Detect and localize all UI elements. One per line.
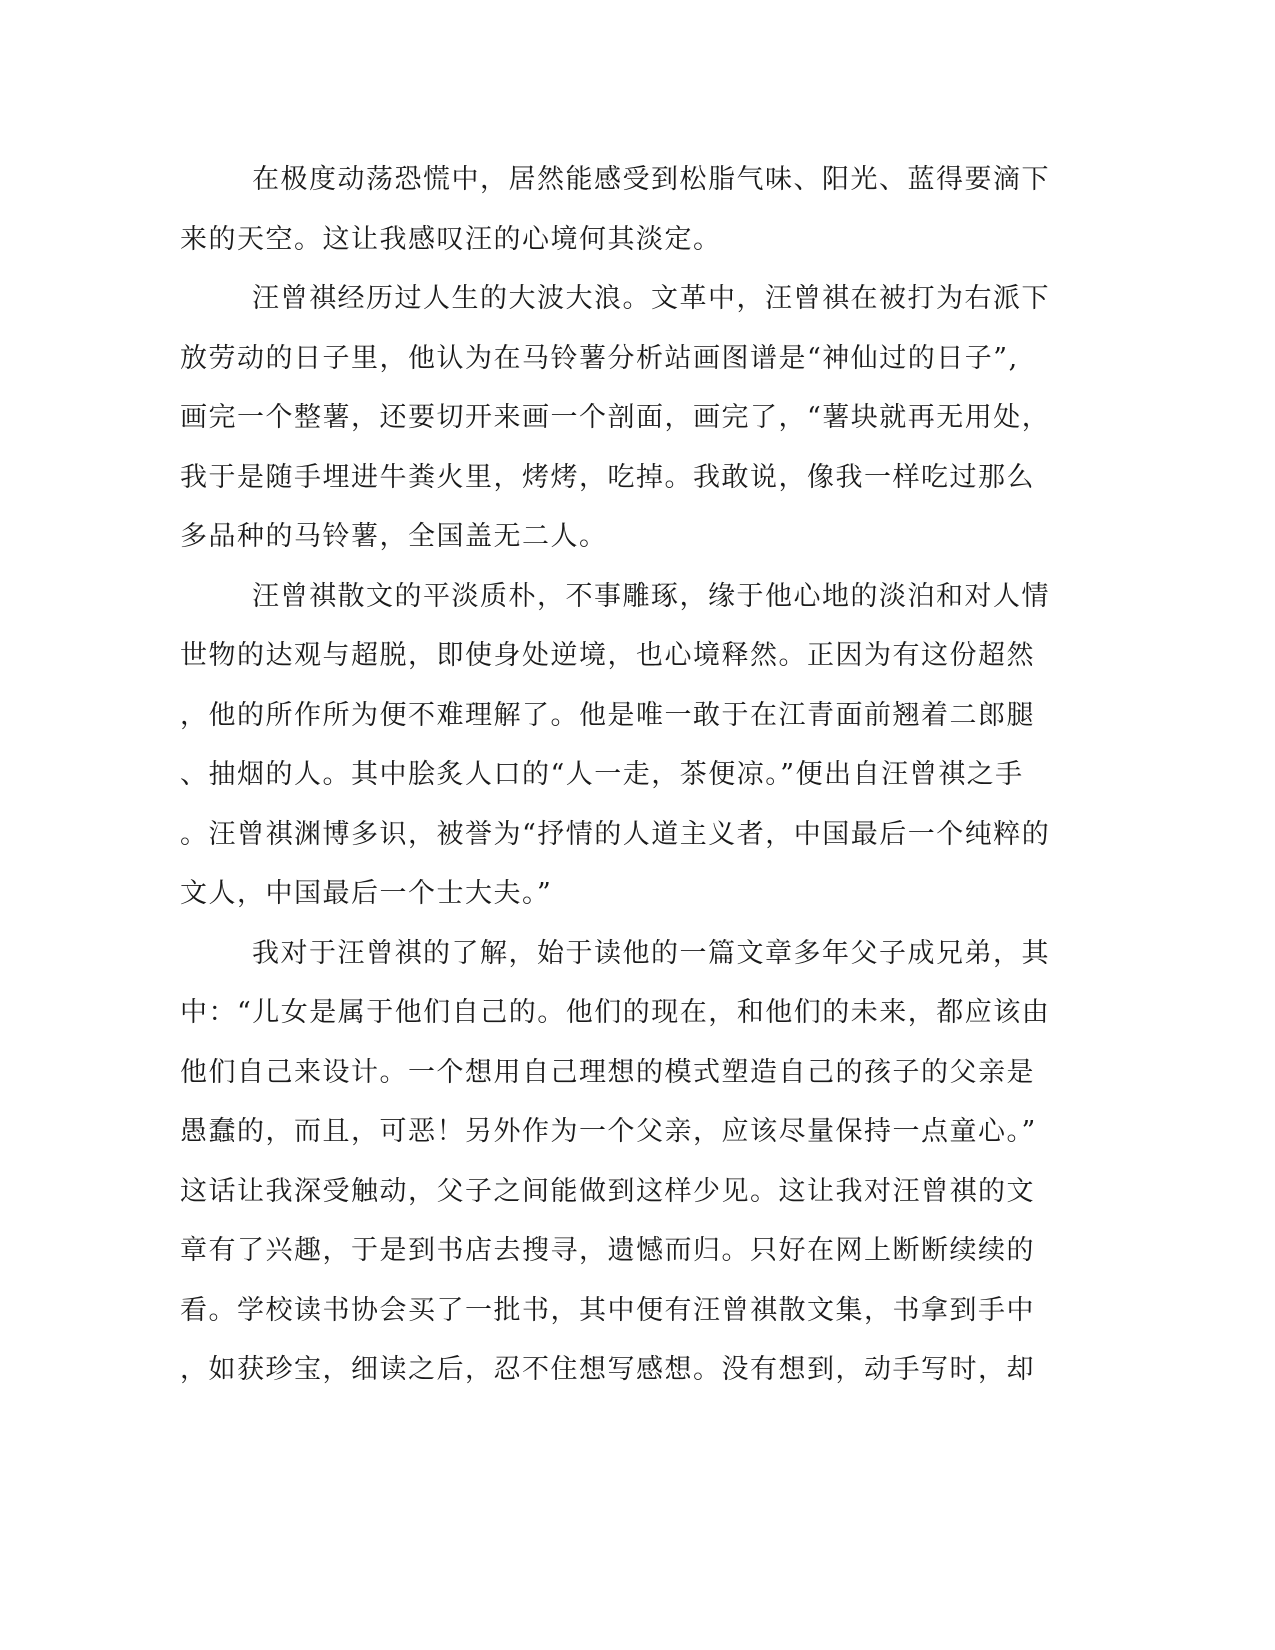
text-line: 汪曾祺经历过人生的大波大浪。文革中，汪曾祺在被打为右派下 — [252, 283, 1050, 314]
text-line: 章有了兴趣，于是到书店去搜寻，遗憾而归。只好在网上断断续续的 — [180, 1235, 1035, 1266]
text-line: ，如获珍宝，细读之后，忍不住想写感想。没有想到，动手写时，却 — [180, 1354, 1035, 1385]
document-body — [180, 150, 1051, 1400]
text-line: 这话让我深受触动，父子之间能做到这样少见。这让我对汪曾祺的文 — [180, 1175, 1035, 1207]
text-line: 、抽烟的人。其中脍炙人口的“人一走，茶便凉。”便出自汪曾祺之手 — [180, 759, 1024, 790]
text-line: 多品种的马铃薯，全国盖无二人。 — [180, 521, 608, 552]
text-line: 汪曾祺散文的平淡质朴，不事雕琢，缘于他心地的淡泊和对人情 — [252, 580, 1050, 612]
text-line: 我对于汪曾祺的了解，始于读他的一篇文章多年父子成兄弟，其 — [252, 937, 1050, 969]
text-line: 来的天空。这让我感叹汪的心境何其淡定。 — [180, 223, 722, 255]
text-line: 世物的达观与超脱，即使身处逆境，也心境释然。正因为有这份超然 — [180, 640, 1035, 671]
text-line: 我于是随手埋进牛粪火里，烤烤，吃掉。我敢说，像我一样吃过那么 — [180, 461, 1035, 493]
text-line: ，他的所作所为便不难理解了。他是唯一敢于在江青面前翘着二郎腿 — [180, 699, 1035, 731]
text-line: 他们自己来设计。一个想用自己理想的模式塑造自己的孩子的父亲是 — [180, 1056, 1035, 1088]
text-line: 在极度动荡恐慌中，居然能感受到松脂气味、阳光、蓝得要滴下 — [252, 164, 1050, 195]
text-line: 放劳动的日子里，他认为在马铃薯分析站画图谱是“神仙过的日子”, — [180, 342, 1019, 374]
text-line: 中：“儿女是属于他们自己的。他们的现在，和他们的未来，都应该由 — [180, 997, 1051, 1028]
text-line: 。汪曾祺渊博多识，被誉为“抒情的人道主义者，中国最后一个纯粹的 — [180, 818, 1051, 850]
text-line: 看。学校读书协会买了一批书，其中便有汪曾祺散文集，书拿到手中 — [180, 1294, 1035, 1326]
text-line: 文人，中国最后一个士大夫。” — [180, 878, 553, 909]
text-line: 愚蠢的，而且，可恶！另外作为一个父亲，应该尽量保持一点童心。” — [180, 1116, 1037, 1147]
text-line: 画完一个整薯，还要切开来画一个剖面，画完了，“薯块就再无用处， — [180, 402, 1051, 433]
